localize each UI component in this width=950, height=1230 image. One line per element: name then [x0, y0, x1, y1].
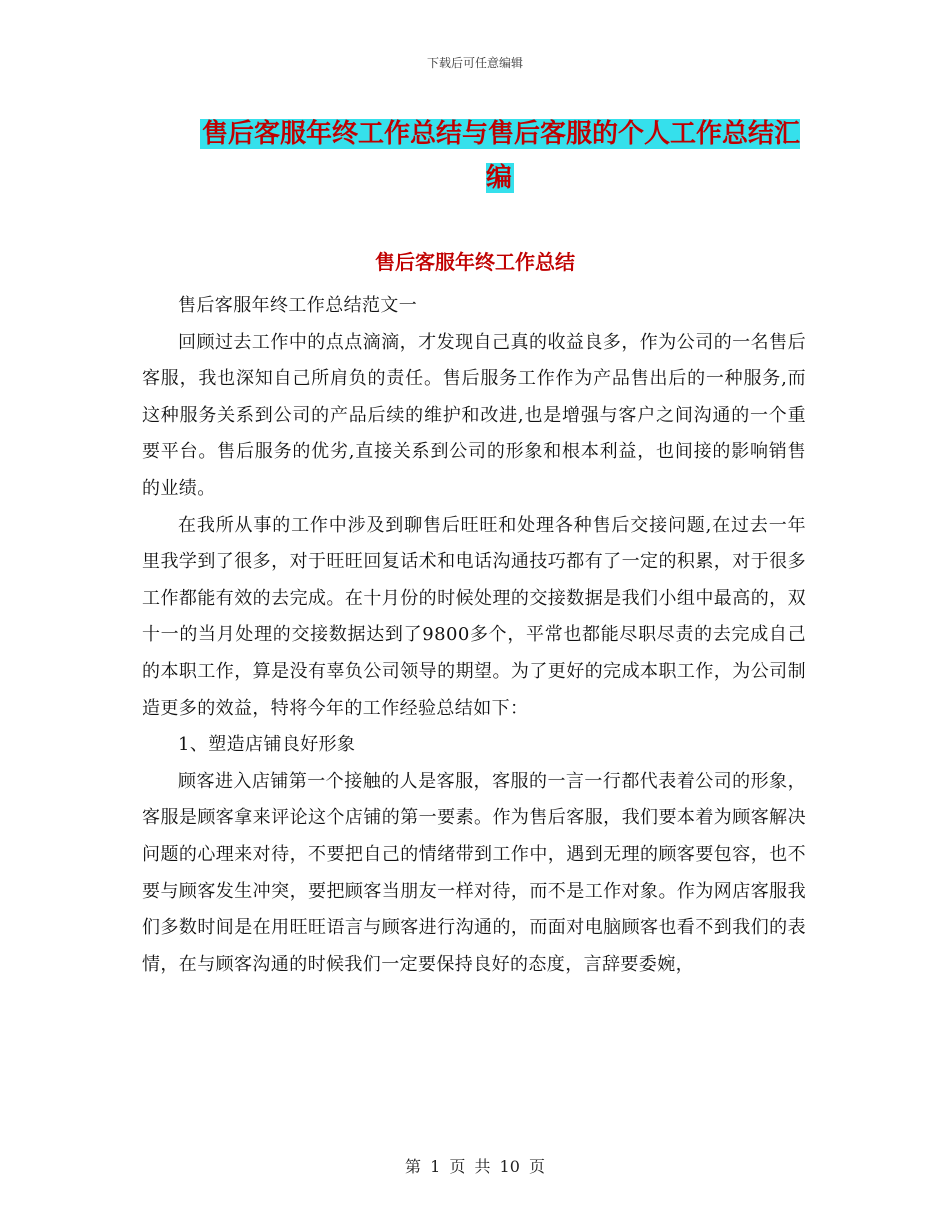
paragraph: 在我所从事的工作中涉及到聊售后旺旺和处理各种售后交接问题,在过去一年里我学到了很多，对于旺旺回复话术和电话沟通技巧都有了一定的积累，对于很多工作都能有效的去完成。在十月份的时候处理的交接数据是我们小组中最高的，双十一的当月处理的交接数据达到了9800多个，平常也都能尽职尽责的去完成自己的本职工作，算是没有辜负公司领导的期望。为了更好的完成本职工作，为公司制造更多的效益，特将今年的工作经验总结如下：: [142, 514, 806, 719]
document-title-text: 售后客服年终工作总结与售后客服的个人工作总结汇编: [201, 119, 800, 193]
header-note: 下载后可任意编辑: [426, 56, 523, 70]
paragraph: 回顾过去工作中的点点滴滴，才发现自己真的收益良多，作为公司的一名售后客服，我也深知自己所肩负的责任。售后服务工作作为产品售出后的一种服务,而这种服务关系到公司的产品后续的维护和改进,也是增强与客户之间沟通的一个重要平台。售后服务的优劣,直接关系到公司的形象和根本利益，也间接的影响销售的业绩。: [142, 331, 806, 499]
page-footer: 第 1 页 共 10 页: [405, 1157, 545, 1176]
document-body: [142, 288, 806, 983]
section-title: 售后客服年终工作总结: [375, 250, 575, 274]
paragraph: 售后客服年终工作总结范文一: [178, 295, 418, 316]
paragraph: 顾客进入店铺第一个接触的人是客服，客服的一言一行都代表着公司的形象，客服是顾客拿来评论这个店铺的第一要素。作为售后客服，我们要本着为顾客解决问题的心理来对待，不要把自己的情绪带到工作中，遇到无理的顾客要包容，也不要与顾客发生冲突，要把顾客当朋友一样对待，而不是工作对象。作为网店客服我们多数时间是在用旺旺语言与顾客进行沟通的，而面对电脑顾客也看不到我们的表情，在与顾客沟通的时候我们一定要保持良好的态度，言辞要委婉，: [142, 770, 806, 975]
paragraph: 1、塑造店铺良好形象: [178, 734, 356, 756]
document-title: [190, 112, 810, 200]
